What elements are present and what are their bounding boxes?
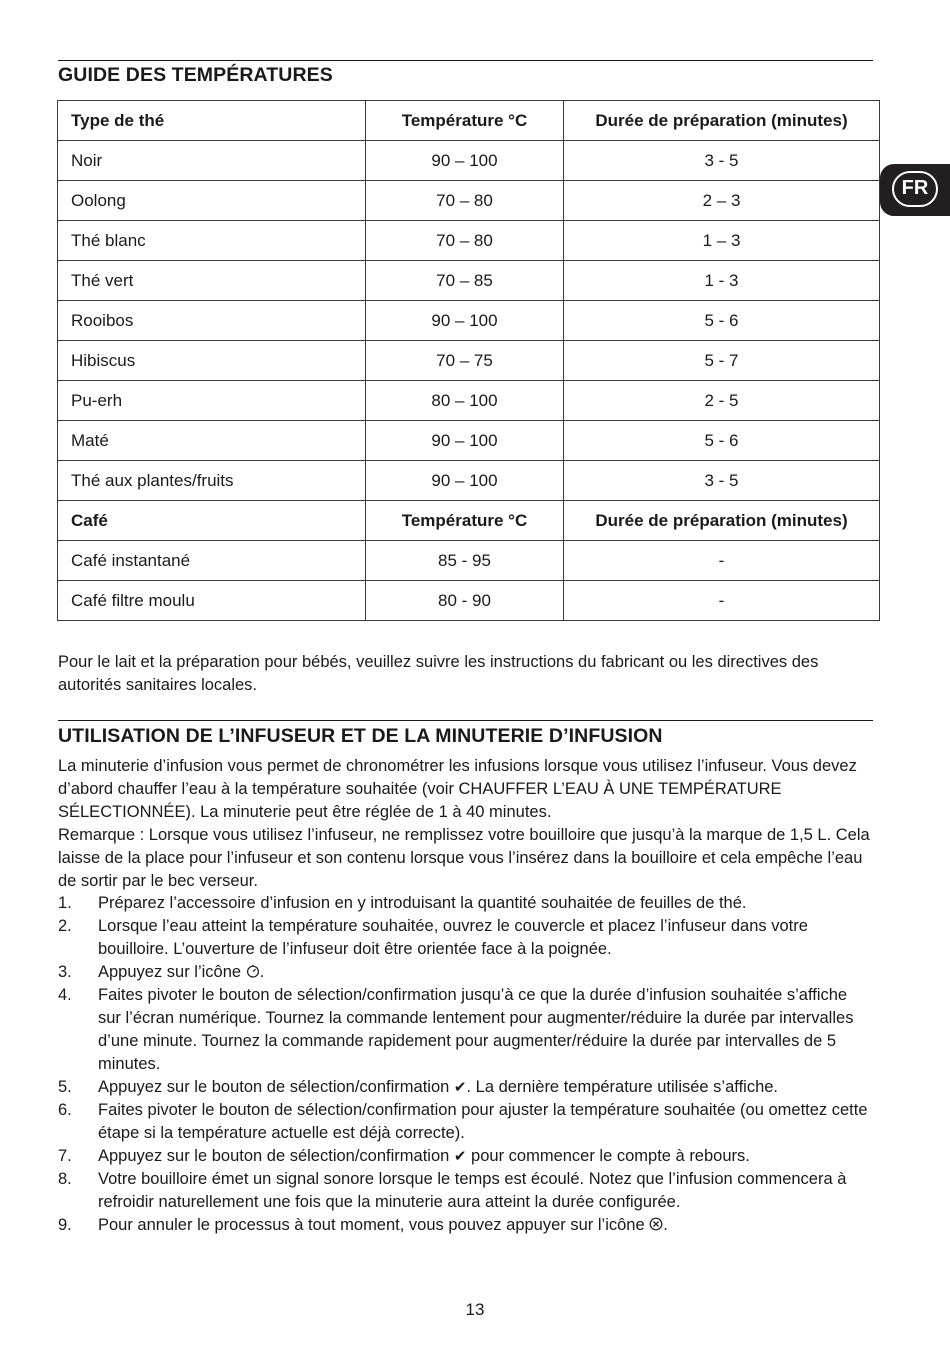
table-header-row [58, 101, 880, 141]
header-cell: Type de thé [58, 101, 366, 141]
list-item [58, 961, 873, 984]
temperature-cell: 80 - 90 [366, 581, 564, 621]
list-item [58, 1145, 873, 1168]
temperature-cell: 80 – 100 [366, 381, 564, 421]
duration-cell: 5 - 7 [564, 341, 880, 381]
list-item [58, 915, 873, 961]
temperature-cell: 90 – 100 [366, 421, 564, 461]
language-badge: FR [892, 171, 938, 207]
step-text: Appuyez sur le bouton de sélection/confirmation [98, 1078, 450, 1096]
temperature-cell: 70 – 85 [366, 261, 564, 301]
temperature-cell: 90 – 100 [366, 461, 564, 501]
step-text-end: . [663, 1216, 668, 1234]
table-row [58, 541, 880, 581]
temperature-cell: 70 – 75 [366, 341, 564, 381]
step-number: 5. [58, 1078, 72, 1096]
step-number: 3. [58, 963, 72, 981]
temperature-cell: 90 – 100 [366, 301, 564, 341]
header-cell: Température °C [366, 101, 564, 141]
table-row [58, 461, 880, 501]
steps-list [58, 892, 873, 1237]
duration-cell: 1 - 3 [564, 261, 880, 301]
tea-type-cell: Pu-erh [58, 381, 366, 421]
table-row [58, 141, 880, 181]
intro-paragraph: La minuterie d’infusion vous permet de chronométrer les infusions lorsque vous utilisez l’infuseur. Vous devez d’abord chauffer l’eau à la température souhaitée (voir CHAUFFER L’EAU À UNE TEMPÉRATURE SÉLECTIONNÉE). La minuterie peut être réglée de 1 à 40 minutes. [58, 757, 857, 821]
list-item [58, 1168, 873, 1214]
section-divider [58, 60, 873, 61]
header-cell: Café [58, 501, 366, 541]
duration-cell: 1 – 3 [564, 221, 880, 261]
page-number: 13 [465, 1300, 485, 1319]
list-item [58, 892, 873, 915]
milk-note: Pour le lait et la préparation pour bébés, veuillez suivre les instructions du fabricant ou les directives des autorités sanitaires locales. [58, 653, 819, 694]
list-item [58, 1214, 873, 1237]
table-row [58, 381, 880, 421]
table-row [58, 301, 880, 341]
coffee-type-cell: Café instantané [58, 541, 366, 581]
step-text: Votre bouilloire émet un signal sonore lorsque le temps est écoulé. Notez que l’infusion commencera à refroidir naturellement une fois que la minuterie aura atteint la durée configurée. [98, 1170, 847, 1211]
tea-type-cell: Thé blanc [58, 221, 366, 261]
table-row [58, 341, 880, 381]
tea-type-cell: Rooibos [58, 301, 366, 341]
table-row [58, 221, 880, 261]
list-item [58, 1099, 873, 1145]
temperature-cell: 90 – 100 [366, 141, 564, 181]
step-text: Faites pivoter le bouton de sélection/confirmation pour ajuster la température souhaitée (ou omettez cette étape si la température actuelle est déjà correcte). [98, 1101, 868, 1142]
table-row [58, 181, 880, 221]
remark-paragraph: Remarque : Lorsque vous utilisez l’infuseur, ne remplissez votre bouilloire que jusqu’à la marque de 1,5 L. Cela laisse de la place pour l’infuseur et son contenu lorsque vous l’insérez dans la bouilloire et cela empêche l’eau de sortir par le bec verseur. [58, 826, 870, 890]
tea-type-cell: Noir [58, 141, 366, 181]
step-text-end: . La dernière température utilisée s’affiche. [466, 1078, 779, 1096]
list-item [58, 1076, 873, 1099]
header-cell: Durée de préparation (minutes) [564, 501, 880, 541]
step-number: 9. [58, 1216, 72, 1234]
check-icon: ✔ [453, 1078, 467, 1096]
duration-cell: 5 - 6 [564, 301, 880, 341]
step-text: Appuyez sur le bouton de sélection/confirmation [98, 1147, 450, 1165]
step-number: 4. [58, 986, 72, 1004]
table-row [58, 421, 880, 461]
coffee-header-row [58, 501, 880, 541]
header-cell: Température °C [366, 501, 564, 541]
duration-cell: 3 - 5 [564, 141, 880, 181]
tea-type-cell: Hibiscus [58, 341, 366, 381]
temperature-cell: 70 – 80 [366, 181, 564, 221]
cancel-icon [649, 1217, 663, 1231]
step-text: Lorsque l’eau atteint la température souhaitée, ouvrez le couvercle et placez l’infuseur dans votre bouilloire. L’ouverture de l’infuseur doit être orientée face à la poignée. [98, 917, 808, 958]
temperature-table [57, 100, 880, 621]
step-text: Pour annuler le processus à tout moment, vous pouvez appuyer sur l’icône [98, 1216, 645, 1234]
duration-cell: - [564, 541, 880, 581]
header-cell: Durée de préparation (minutes) [564, 101, 880, 141]
duration-cell: 5 - 6 [564, 421, 880, 461]
tea-type-cell: Oolong [58, 181, 366, 221]
step-text: Appuyez sur l’icône [98, 963, 242, 981]
step-number: 2. [58, 917, 72, 935]
section-title-infuser-timer: UTILISATION DE L’INFUSEUR ET DE LA MINUTERIE D’INFUSION [58, 725, 663, 747]
step-number: 1. [58, 894, 72, 912]
tea-type-cell: Thé vert [58, 261, 366, 301]
step-number: 8. [58, 1170, 72, 1188]
language-tab [880, 164, 950, 216]
step-text: Préparez l’accessoire d’infusion en y introduisant la quantité souhaitée de feuilles de thé. [98, 894, 747, 912]
list-item [58, 984, 873, 1076]
step-text: Faites pivoter le bouton de sélection/confirmation jusqu’à ce que la durée d’infusion souhaitée s’affiche sur l’écran numérique. Tournez la commande lentement pour augmenter/réduire la durée par intervalles d’une minute. Tournez la commande rapidement pour augmenter/réduire la durée par intervalles de 5 minutes. [98, 986, 854, 1073]
step-text-end: . [259, 963, 265, 981]
step-text-end: pour commencer le compte à rebours. [466, 1147, 750, 1165]
duration-cell: 3 - 5 [564, 461, 880, 501]
duration-cell: 2 - 5 [564, 381, 880, 421]
section-divider [58, 720, 873, 721]
section-title-temperature-guide: GUIDE DES TEMPÉRATURES [58, 64, 333, 86]
coffee-type-cell: Café filtre moulu [58, 581, 366, 621]
table-row [58, 581, 880, 621]
duration-cell: - [564, 581, 880, 621]
tea-type-cell: Maté [58, 421, 366, 461]
temperature-cell: 70 – 80 [366, 221, 564, 261]
temperature-cell: 85 - 95 [366, 541, 564, 581]
check-icon: ✔ [453, 1147, 467, 1165]
table-row [58, 261, 880, 301]
step-number: 6. [58, 1101, 72, 1119]
duration-cell: 2 – 3 [564, 181, 880, 221]
step-number: 7. [58, 1147, 72, 1165]
tea-type-cell: Thé aux plantes/fruits [58, 461, 366, 501]
timer-icon [246, 964, 260, 978]
